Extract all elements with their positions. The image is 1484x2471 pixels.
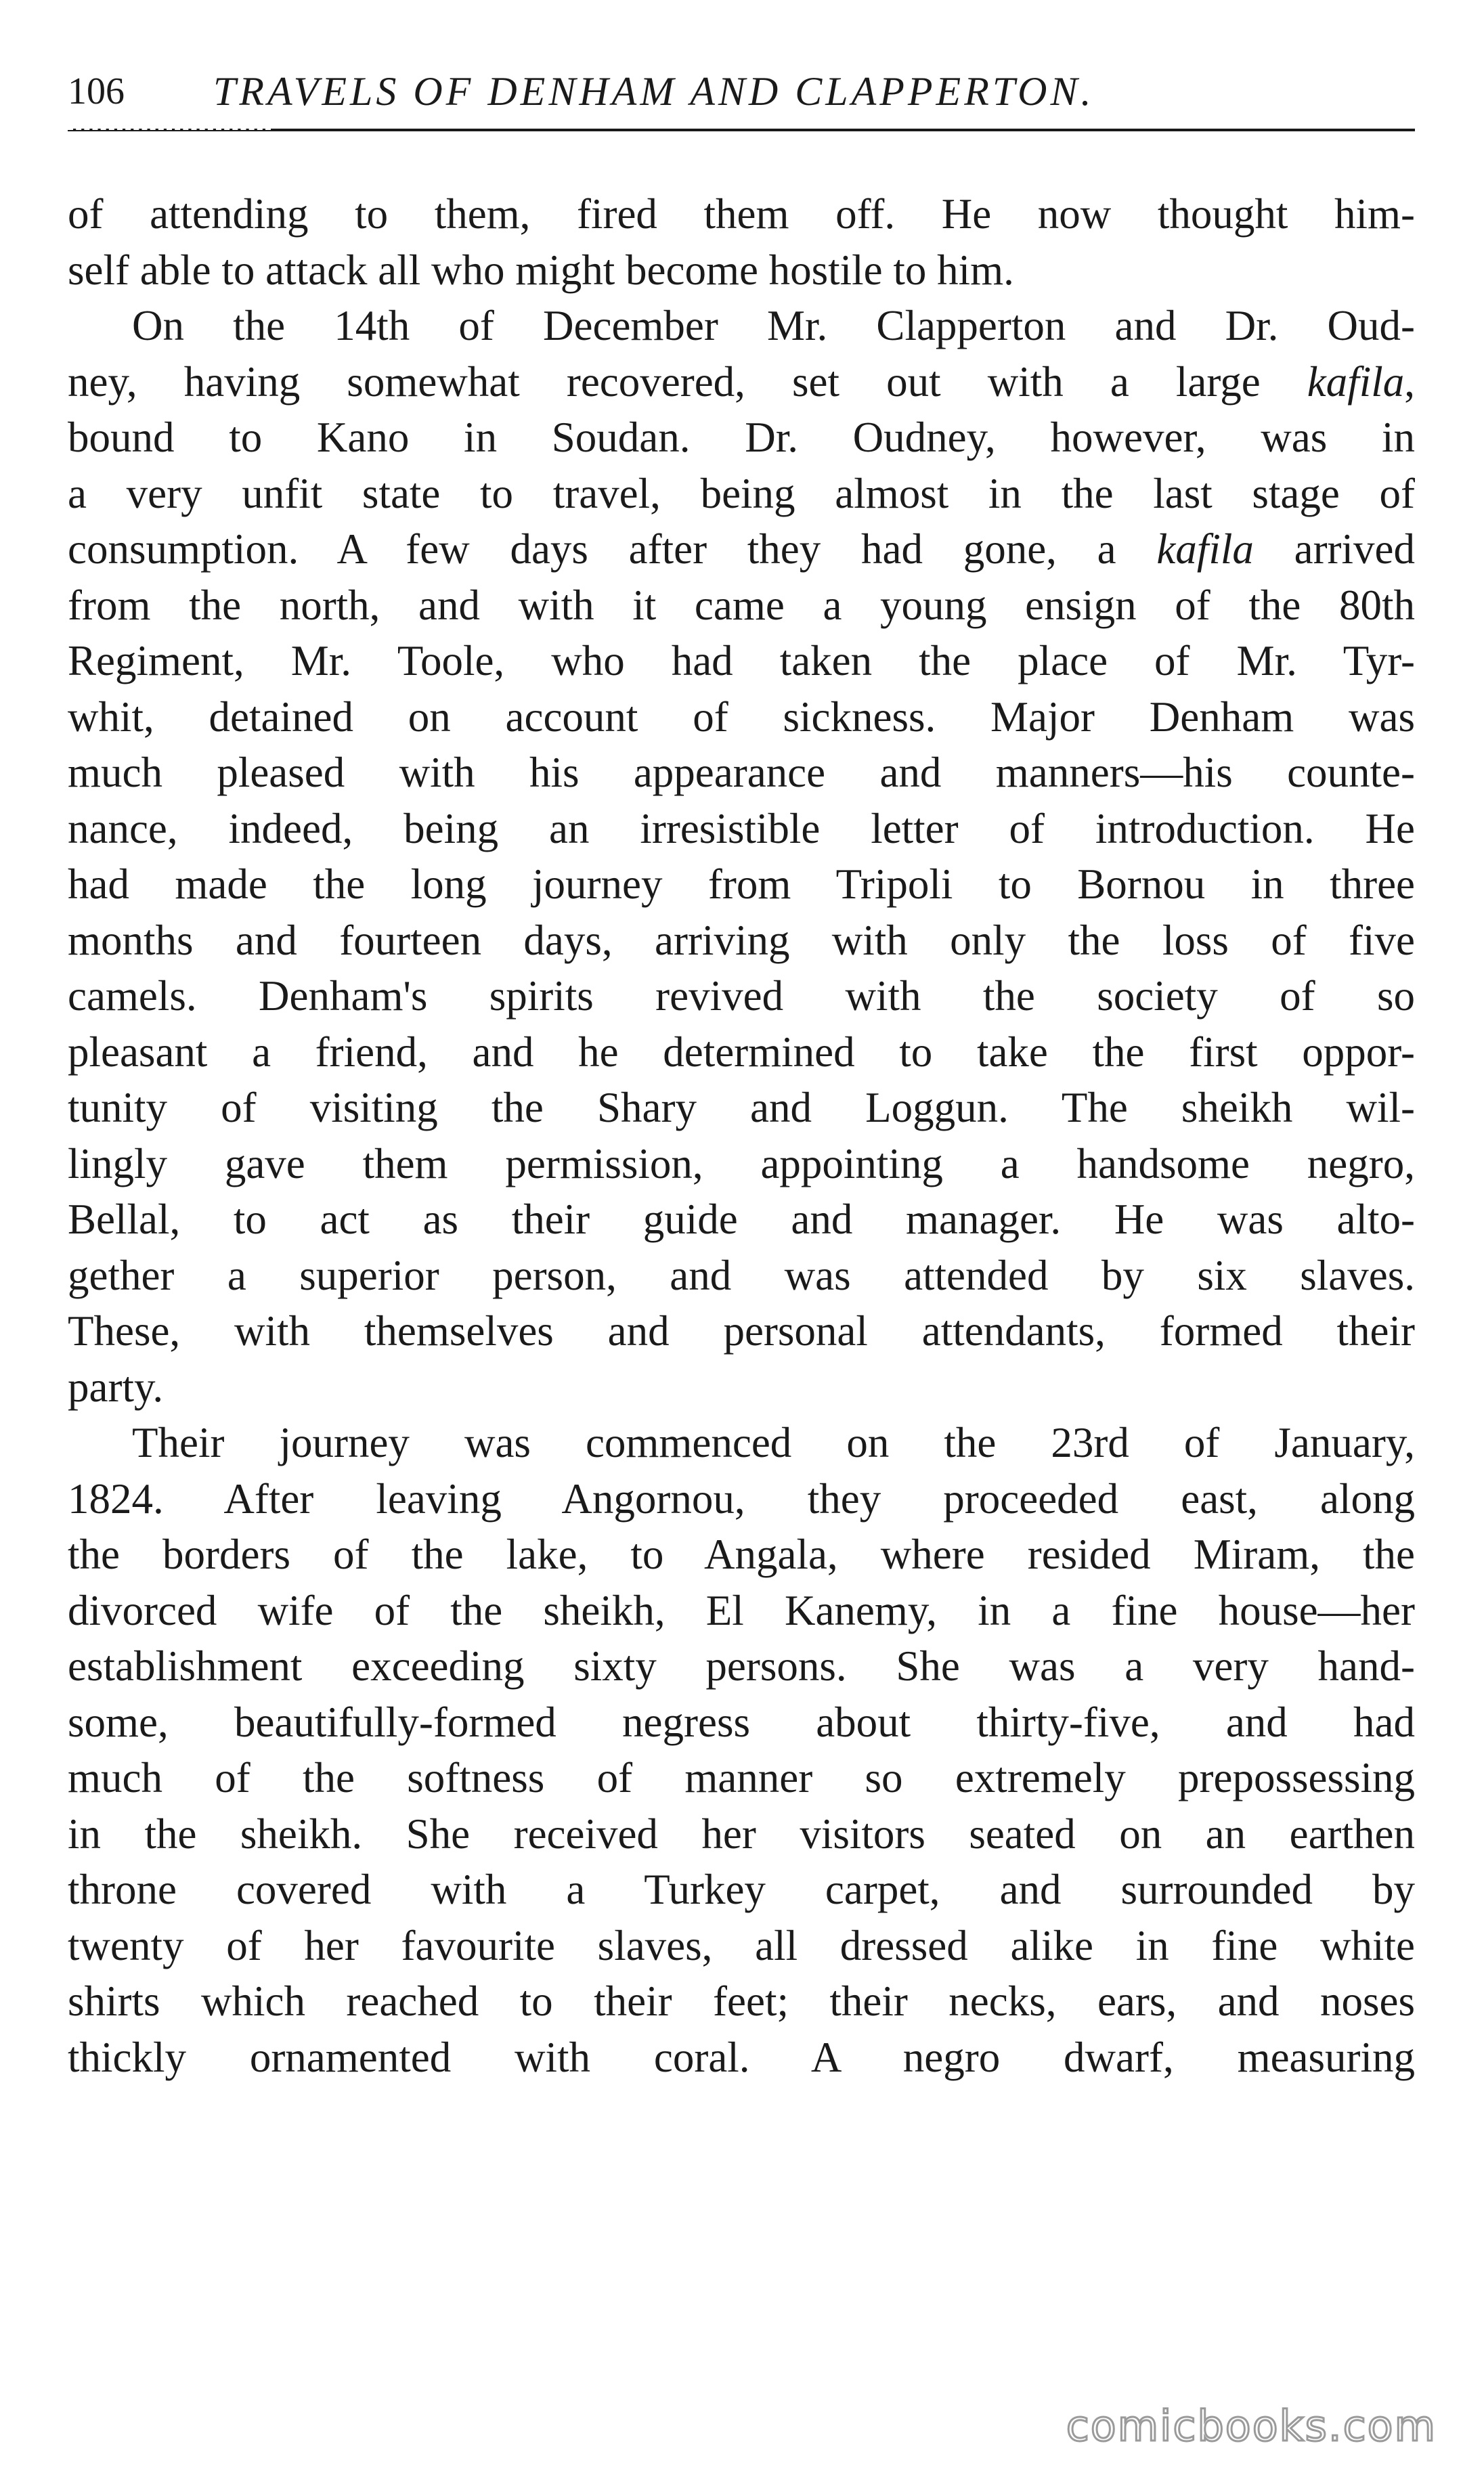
text-span: whit, detained on account of sickness. Major Denham was: [68, 693, 1415, 741]
header-rule-broken-segment: [68, 127, 271, 130]
page-number: 106: [68, 70, 125, 112]
text-span: shirts which reached to their feet; their necks, ears, and noses: [68, 1977, 1415, 2025]
text-span: ,: [1404, 357, 1415, 406]
text-span: from the north, and with it came a young ensign of the 80th: [68, 581, 1415, 629]
text-span: the borders of the lake, to Angala, where resided Miram, the: [68, 1531, 1415, 1578]
text-span: nance, indeed, being an irresistible letter of introduction. He: [68, 804, 1415, 852]
text-span: These, with themselves and personal attendants, formed their: [68, 1307, 1415, 1355]
text-span: much of the softness of manner so extremely prepossessing: [68, 1754, 1415, 1801]
text-span: of attending to them, fired them off. He now thought him-: [68, 190, 1415, 238]
text-span: bound to Kano in Soudan. Dr. Oudney, however, was in: [68, 414, 1415, 461]
italic-text: kafila: [1307, 357, 1405, 406]
text-span: lingly gave them permission, appointing a handsome negro,: [68, 1139, 1415, 1187]
text-span: arrived: [1253, 525, 1415, 573]
text-span: establishment exceeding sixty persons. She was a very hand-: [68, 1642, 1415, 1690]
text-span: ney, having somewhat recovered, set out with a large: [68, 357, 1307, 406]
text-span: consumption. A few days after they had gone, a: [68, 525, 1157, 573]
text-span: camels. Denham's spirits revived with the society of so: [68, 972, 1415, 1020]
running-head: TRAVELS OF DENHAM AND CLAPPERTON.: [213, 69, 1095, 114]
text-span: gether a superior person, and was attended by six slaves.: [68, 1251, 1415, 1299]
text-span: Their journey was commenced on the 23rd of January,: [132, 1419, 1415, 1466]
page-header: [68, 64, 1415, 118]
text-span: months and fourteen days, arriving with only the loss of five: [68, 916, 1415, 964]
text-span: in the sheikh. She received her visitors seated on an earthen: [68, 1810, 1415, 1858]
text-span: tunity of visiting the Shary and Loggun. The sheikh wil-: [68, 1084, 1415, 1131]
text-span: Regiment, Mr. Toole, who had taken the place of Mr. Tyr-: [68, 637, 1415, 684]
text-span: had made the long journey from Tripoli to Bornou in three: [68, 860, 1415, 908]
text-span: self able to attack all who might become hostile to him.: [68, 246, 1014, 294]
text-span: some, beautifully-formed negress about thirty-five, and had: [68, 1698, 1415, 1746]
text-span: throne covered with a Turkey carpet, and surrounded by: [68, 1866, 1415, 1913]
text-span: On the 14th of December Mr. Clapperton and Dr. Oud-: [132, 302, 1415, 349]
text-span: thickly ornamented with coral. A negro dwarf, measuring: [68, 2033, 1415, 2081]
italic-text: kafila: [1156, 525, 1254, 573]
text-span: Bellal, to act as their guide and manager. He was alto-: [68, 1196, 1415, 1243]
text-span: pleasant a friend, and he determined to take the first oppor-: [68, 1028, 1415, 1076]
text-span: much pleased with his appearance and manners—his counte-: [68, 749, 1415, 796]
text-span: party.: [68, 1363, 164, 1411]
text-line: [68, 2025, 1415, 2090]
text-span: a very unfit state to travel, being almost in the last stage of: [68, 469, 1415, 517]
text-span: divorced wife of the sheikh, El Kanemy, in a fine house—her: [68, 1586, 1415, 1634]
text-span: twenty of her favourite slaves, all dressed alike in fine white: [68, 1921, 1415, 1969]
watermark: comicbooks.com: [1066, 2401, 1437, 2451]
text-span: 1824. After leaving Angornou, they proceeded east, along: [68, 1474, 1415, 1523]
